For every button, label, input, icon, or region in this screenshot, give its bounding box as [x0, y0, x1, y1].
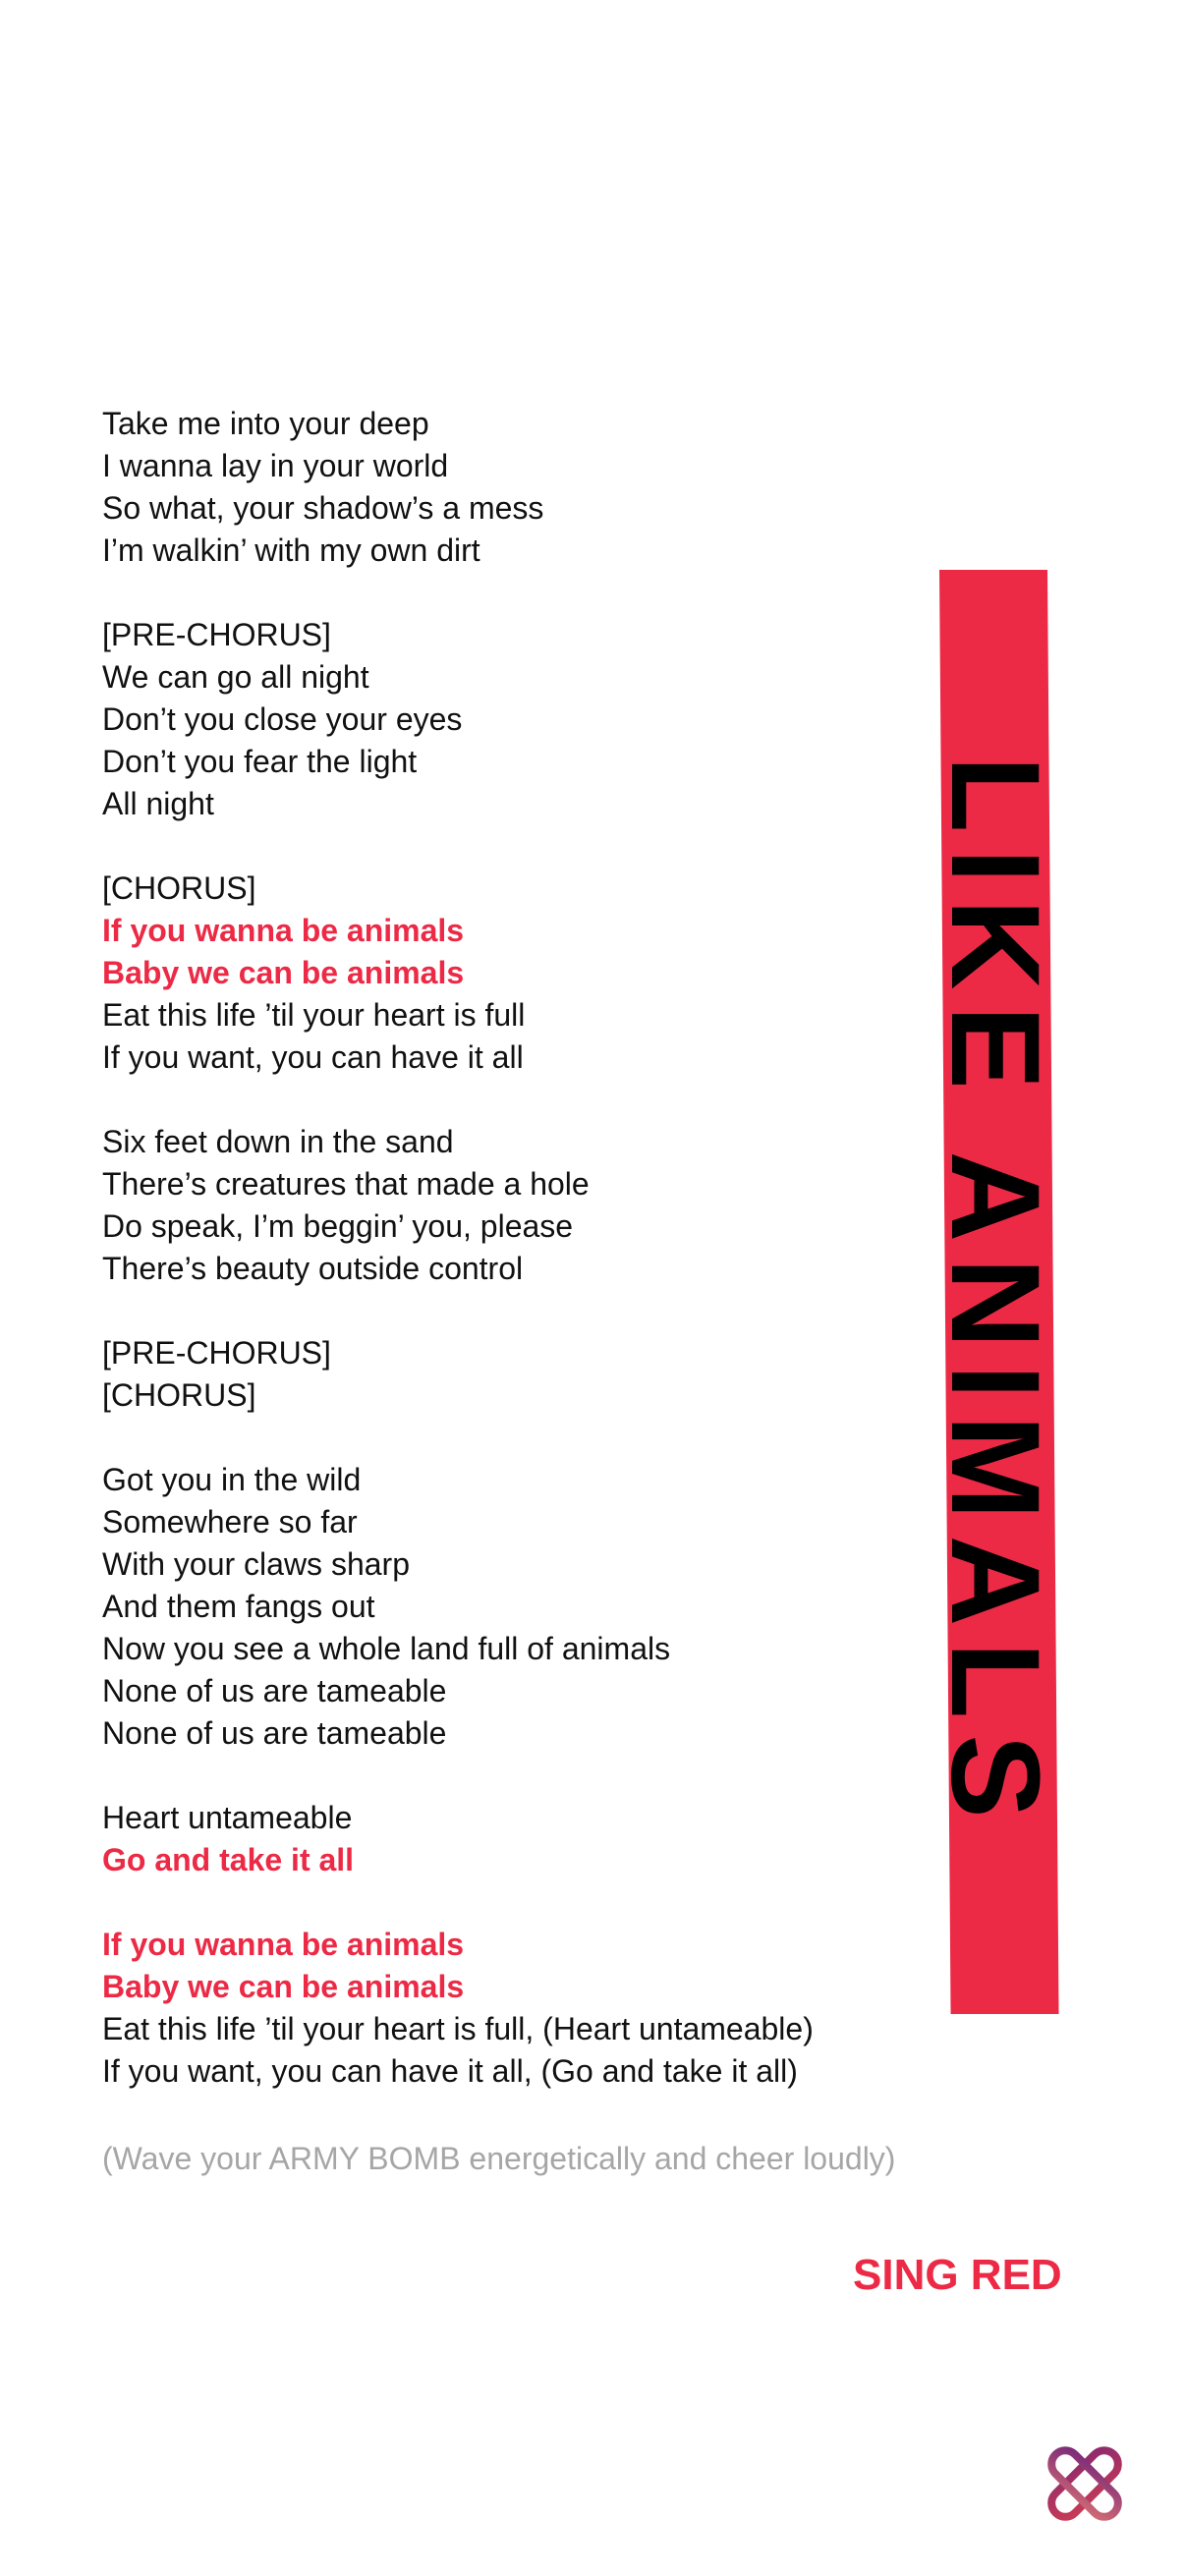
- lyric-line: There’s beauty outside control: [102, 1251, 524, 1286]
- lyric-line: With your claws sharp: [102, 1546, 410, 1582]
- lyric-line: Now you see a whole land full of animals: [102, 1631, 671, 1666]
- lyric-line-highlight: Go and take it all: [102, 1842, 355, 1877]
- lyric-spacer: [102, 1881, 908, 1924]
- lyric-line-highlight: If you wanna be animals: [102, 1927, 465, 1962]
- song-title: LIKE ANIMALS: [925, 756, 1065, 1834]
- lyric-spacer: [102, 1755, 908, 1797]
- lyric-line-highlight: If you wanna be animals: [102, 913, 465, 948]
- lyric-line: Heart untameable: [102, 1800, 353, 1835]
- lyric-line: None of us are tameable: [102, 1715, 447, 1751]
- lyric-line-highlight: Baby we can be animals: [102, 955, 465, 990]
- lyrics-block: [102, 403, 908, 2093]
- lyric-line: Don’t you fear the light: [102, 744, 418, 779]
- lyric-line: And them fangs out: [102, 1589, 375, 1624]
- sing-red-legend: SING RED: [853, 2251, 1062, 2299]
- lyric-line: Eat this life ’til your heart is full, (Heart untameable): [102, 2011, 814, 2046]
- lyric-line: Six feet down in the sand: [102, 1124, 454, 1159]
- lyric-line: I wanna lay in your world: [102, 448, 449, 483]
- lyric-line: [PRE-CHORUS]: [102, 617, 331, 652]
- lyric-spacer: [102, 1290, 908, 1332]
- lyric-line: We can go all night: [102, 659, 369, 695]
- lyric-line: There’s creatures that made a hole: [102, 1166, 590, 1202]
- lyric-line: So what, your shadow’s a mess: [102, 490, 544, 526]
- lyric-line: [CHORUS]: [102, 1377, 256, 1413]
- lyric-line-highlight: Baby we can be animals: [102, 1969, 465, 2004]
- lyric-line: Got you in the wild: [102, 1462, 362, 1497]
- lyric-line: All night: [102, 786, 214, 821]
- cheer-instruction: (Wave your ARMY BOMB energetically and cheer loudly): [102, 2141, 896, 2176]
- lyric-line: None of us are tameable: [102, 1673, 447, 1708]
- lyric-spacer: [102, 1079, 908, 1121]
- lyric-line: Eat this life ’til your heart is full: [102, 997, 526, 1033]
- lyric-line: [PRE-CHORUS]: [102, 1335, 331, 1371]
- crossed-pills-logo-icon: [1038, 2436, 1132, 2531]
- lyric-line: If you want, you can have it all, (Go and take it all): [102, 2053, 798, 2089]
- lyric-line: Don’t you close your eyes: [102, 701, 463, 737]
- lyric-line: If you want, you can have it all: [102, 1039, 524, 1075]
- lyric-spacer: [102, 572, 908, 614]
- lyric-spacer: [102, 1417, 908, 1459]
- lyric-line: Take me into your deep: [102, 406, 429, 441]
- lyric-line: Do speak, I’m beggin’ you, please: [102, 1208, 574, 1244]
- lyric-line: I’m walkin’ with my own dirt: [102, 532, 480, 568]
- lyric-line: Somewhere so far: [102, 1504, 358, 1540]
- lyric-spacer: [102, 825, 908, 868]
- lyric-line: [CHORUS]: [102, 870, 256, 906]
